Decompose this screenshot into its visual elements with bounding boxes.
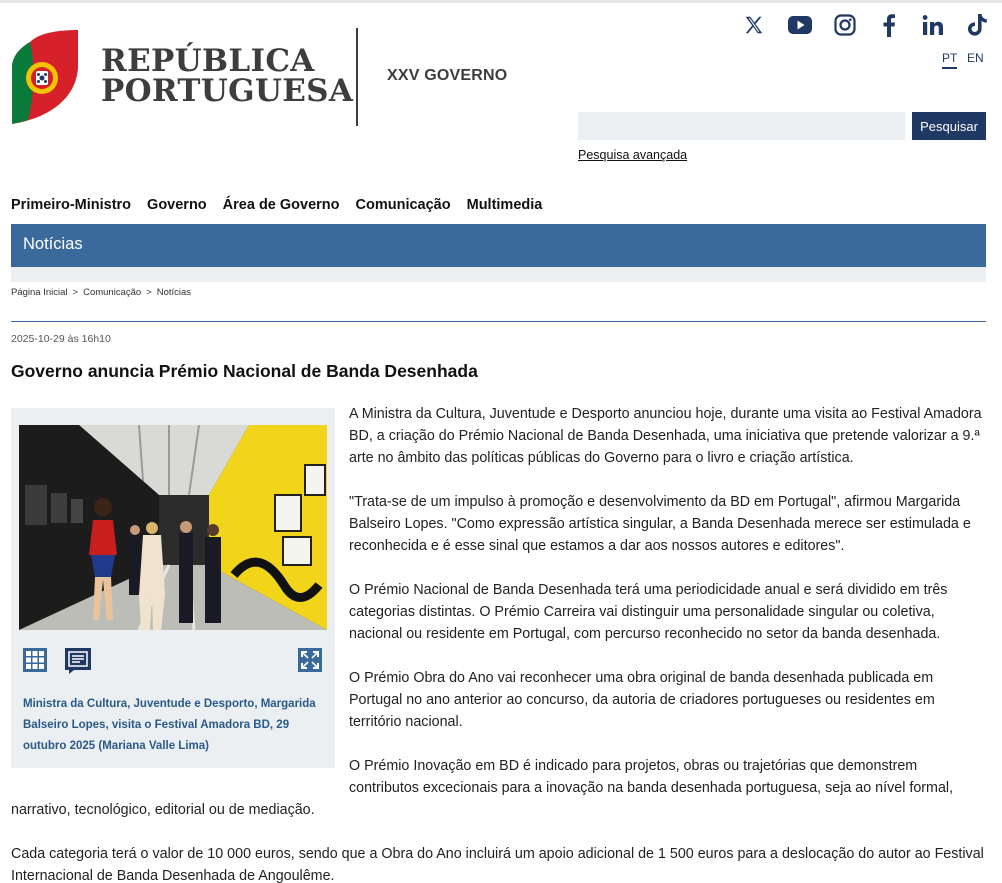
- logo-divider: [356, 28, 358, 126]
- breadcrumb: [11, 287, 191, 298]
- portugal-flag-logo[interactable]: [10, 28, 80, 126]
- nav-item-governo[interactable]: Governo: [147, 197, 207, 213]
- nav-item-comunicacao[interactable]: Comunicação: [355, 197, 451, 213]
- breadcrumb-separator: >: [72, 287, 79, 298]
- article-paragraph: "Trata-se de um impulso à promoção e desenvolvimento da BD em Portugal", afirmou Margarida Balseiro Lopes. "Como expressão artística singular, a Banda Desenhada merece ser estimulada e reconhecida e é esse sinal que estamos a dar aos nossos autores e editores".: [349, 494, 971, 554]
- article-paragraph: Cada categoria terá o valor de 10 000 euros, sendo que a Obra do Ano incluirá um apoio adicional de 1 500 euros para a deslocação do autor ao Festival Internacional de Banda Desenhada de Angoulême.: [11, 846, 984, 883]
- top-border: [0, 0, 1002, 3]
- nav-item-multimedia[interactable]: Multimedia: [466, 197, 543, 213]
- lang-pt[interactable]: PT: [942, 51, 957, 69]
- x-icon[interactable]: [741, 12, 767, 38]
- brand-line-1: REPÚBLICA: [101, 43, 315, 79]
- search-button[interactable]: Pesquisar: [912, 112, 986, 140]
- article-paragraph: O Prémio Nacional de Banda Desenhada terá uma periodicidade anual e será dividido em três categorias distintas. O Prémio Carreira vai distinguir uma personalidade singular ou coletiva, nacional ou residente em Portugal, com percurso reconhecido no setor da banda desenhada.: [349, 582, 948, 642]
- divider-line: [11, 321, 986, 322]
- article-date: 2025-10-29 às 16h10: [11, 333, 111, 345]
- section-header: [11, 224, 986, 267]
- lang-en[interactable]: EN: [967, 51, 984, 65]
- article-title: Governo anuncia Prémio Nacional de Banda Desenhada: [11, 361, 478, 381]
- search-input[interactable]: [578, 112, 905, 140]
- instagram-icon[interactable]: [832, 12, 858, 38]
- tiktok-icon[interactable]: [964, 12, 990, 38]
- linkedin-icon[interactable]: [920, 12, 946, 38]
- main-nav: [11, 197, 542, 213]
- government-label: XXV GOVERNO: [387, 67, 508, 84]
- nav-item-primeiro-ministro[interactable]: Primeiro-Ministro: [11, 197, 132, 213]
- article-paragraph: A Ministra da Cultura, Juventude e Desporto anunciou hoje, durante uma visita ao Festival Amadora BD, a criação do Prémio Nacional de Banda Desenhada, uma iniciativa que pretende valorizar a 9.ª arte no âmbito das políticas públicas do Governo para o livro e criação artística.: [349, 406, 982, 466]
- brand-wordmark[interactable]: [101, 43, 354, 109]
- article-paragraph: O Prémio Obra do Ano vai reconhecer uma obra original de banda desenhada publicada em Portugal no ano anterior ao concurso, da autoria de criadores portugueses ou residentes em território nacional.: [349, 670, 935, 730]
- section-title: Notícias: [23, 235, 83, 253]
- section-subbar: [11, 267, 986, 282]
- breadcrumb-separator: >: [146, 287, 152, 298]
- facebook-icon[interactable]: [876, 12, 902, 38]
- brand-line-2: PORTUGUESA: [101, 73, 354, 109]
- nav-item-area-de-governo[interactable]: Área de Governo: [222, 197, 340, 213]
- advanced-search-link[interactable]: Pesquisa avançada: [578, 148, 688, 162]
- breadcrumb-comunicacao[interactable]: Comunicação: [83, 287, 142, 298]
- youtube-icon[interactable]: [787, 12, 813, 38]
- article-body: [11, 403, 986, 883]
- breadcrumb-current: Notícias: [156, 287, 192, 298]
- article-paragraph: O Prémio Inovação em BD é indicado para projetos, obras ou trajetórias que demonstrem contributos excecionais para a inovação na banda desenhada portuguesa, seja ao nível formal, narrativo, tecnológico, editorial ou de mediação.: [11, 758, 954, 818]
- photo-spacer: [11, 403, 349, 783]
- photo-caption: Ministra da Cultura, Juventude e Desporto, Margarida Balseiro Lopes, visita o Festival Amadora BD, 29 outubro 2025 (Mariana Valle Lima): [23, 698, 316, 752]
- breadcrumb-home[interactable]: Página Inicial: [11, 287, 68, 298]
